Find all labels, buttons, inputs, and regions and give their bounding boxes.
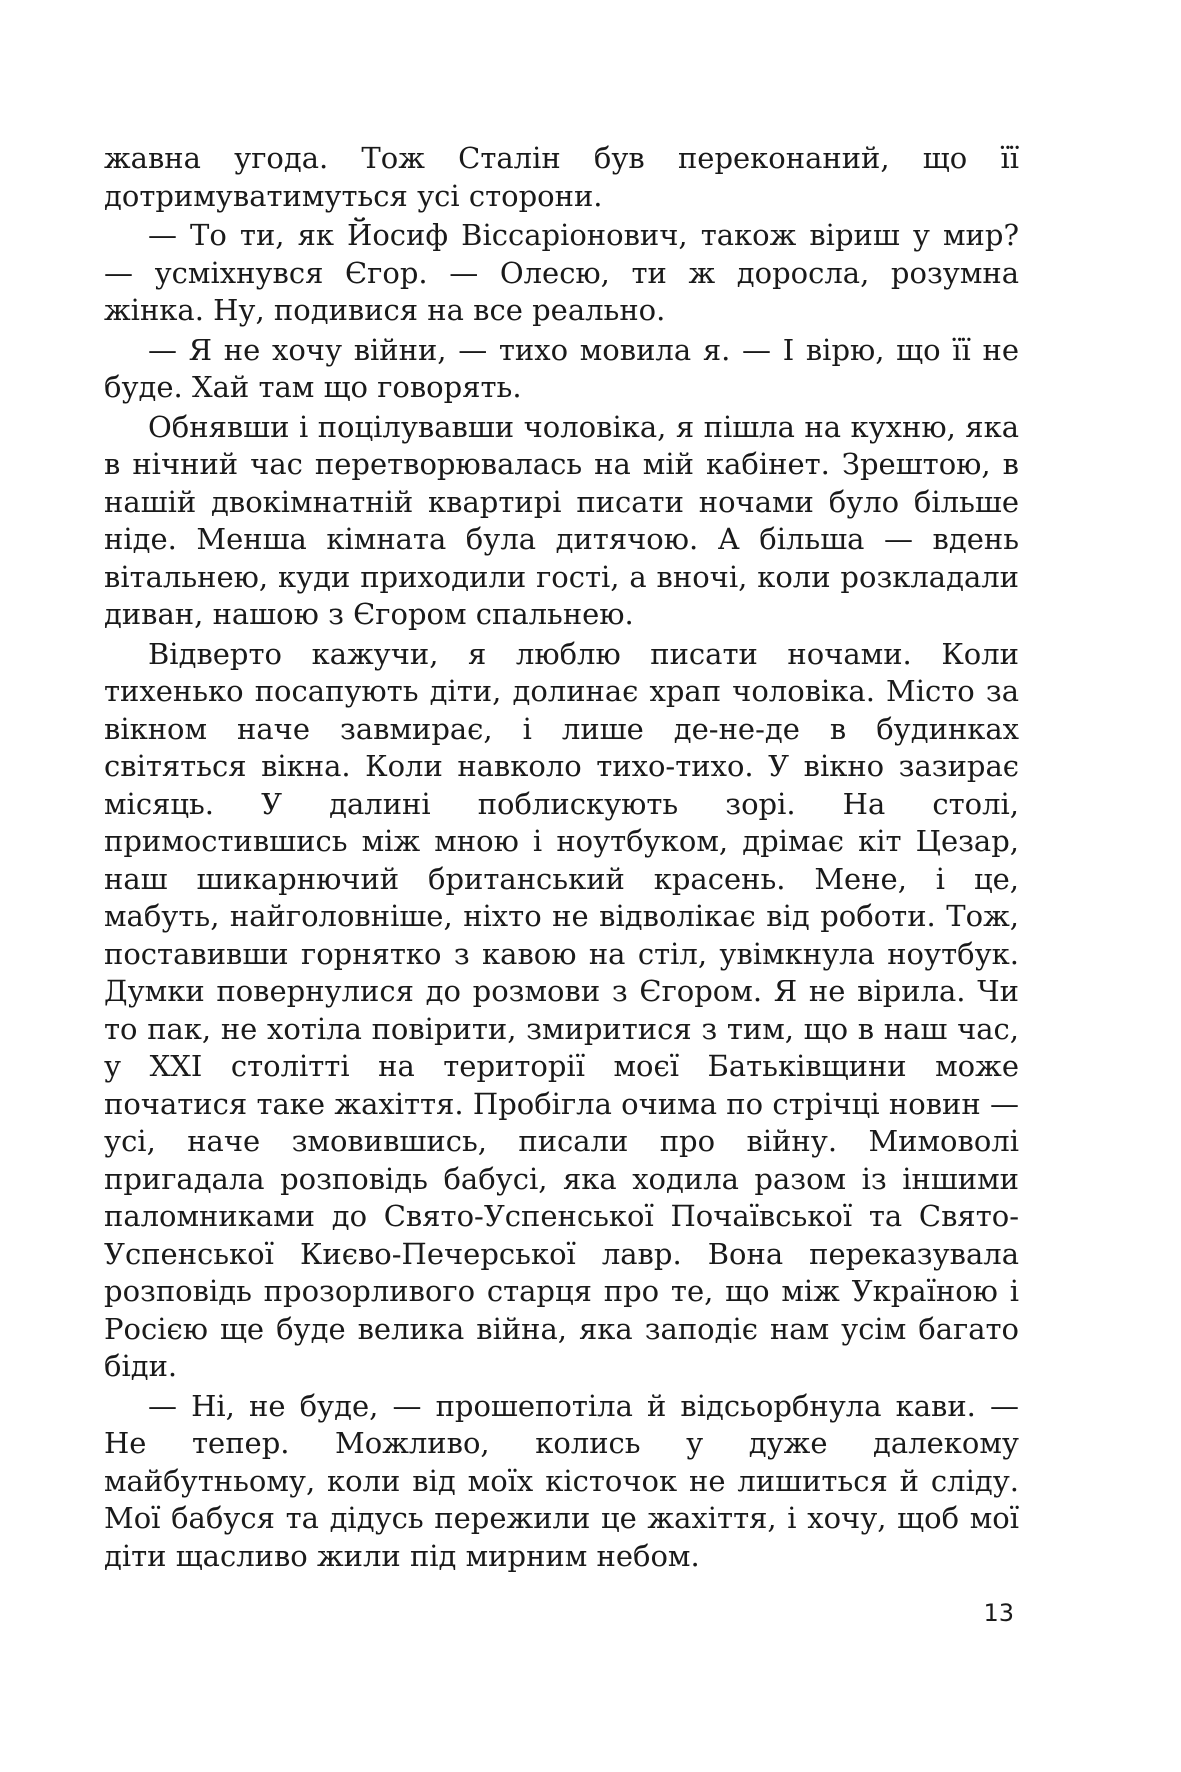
body-text	[104, 140, 1019, 1575]
page-number: 13	[983, 1599, 1014, 1627]
paragraph-1: жавна угода. Тож Сталін був переконаний, що її дотримуватимуться усі сторони.	[104, 141, 1019, 213]
paragraph-6: — Ні, не буде, — прошепотіла й відсьорбнула кави. — Не тепер. Можливо, колись у дуже далекому майбутньому, коли від моїх кісточок не лишиться й сліду. Мої бабуся та дідусь пережили це жахіття, і хочу, щоб мої діти щасливо жили під мирним небом.	[104, 1388, 1019, 1573]
paragraph-5: Відверто кажучи, я люблю писати ночами. Коли тихенько посапують діти, долинає храп чоловіка. Місто за вікном наче завмирає, і лише де-не-де в будинках світяться вікна. Коли навколо тихо-тихо. У вікно зазирає місяць. У далині поблискують зорі. На столі, примостившись між мною і ноутбуком, дрімає кіт Цезар, наш шикарнючий британський красень. Мене, і це, мабуть, найголовніше, ніхто не відволікає від роботи. Тож, поставивши горнятко з кавою на стіл, увімкнула ноутбук. Думки повернулися до розмови з Єгором. Я не вірила. Чи то пак, не хотіла повірити, змиритися з тим, що в наш час, у XXI столітті на території моєї Батьківщини може початися таке жахіття. Пробігла очима по стрічці новин — усі, наче змовившись, писали про війну. Мимоволі пригадала розповідь бабусі, яка ходила разом із іншими паломниками до Свято-Успенської Почаївської та Свято-Успенської Києво-Печерської лавр. Вона переказувала розповідь прозорливого старця про те, що між Україною і Росією ще буде велика війна, яка заподіє нам усім багато біди.	[104, 636, 1019, 1383]
paragraph-2: — То ти, як Йосиф Віссаріонович, також віриш у мир? — усміхнувся Єгор. — Олесю, ти ж доросла, розумна жінка. Ну, подивися на все реально.	[104, 218, 1019, 327]
paragraph-4: Обнявши і поцілувавши чоловіка, я пішла на кухню, яка в нічний час перетворювалась на мій кабінет. Зрештою, в нашій двокімнатній квартирі писати ночами було більше ніде. Менша кімната була дитячою. А більша — вдень вітальнею, куди приходили гості, а вночі, коли розкладали диван, нашою з Єгором спальнею.	[104, 409, 1019, 631]
paragraph-3: — Я не хочу війни, — тихо мовила я. — І вірю, що її не буде. Хай там що говорять.	[104, 332, 1019, 404]
